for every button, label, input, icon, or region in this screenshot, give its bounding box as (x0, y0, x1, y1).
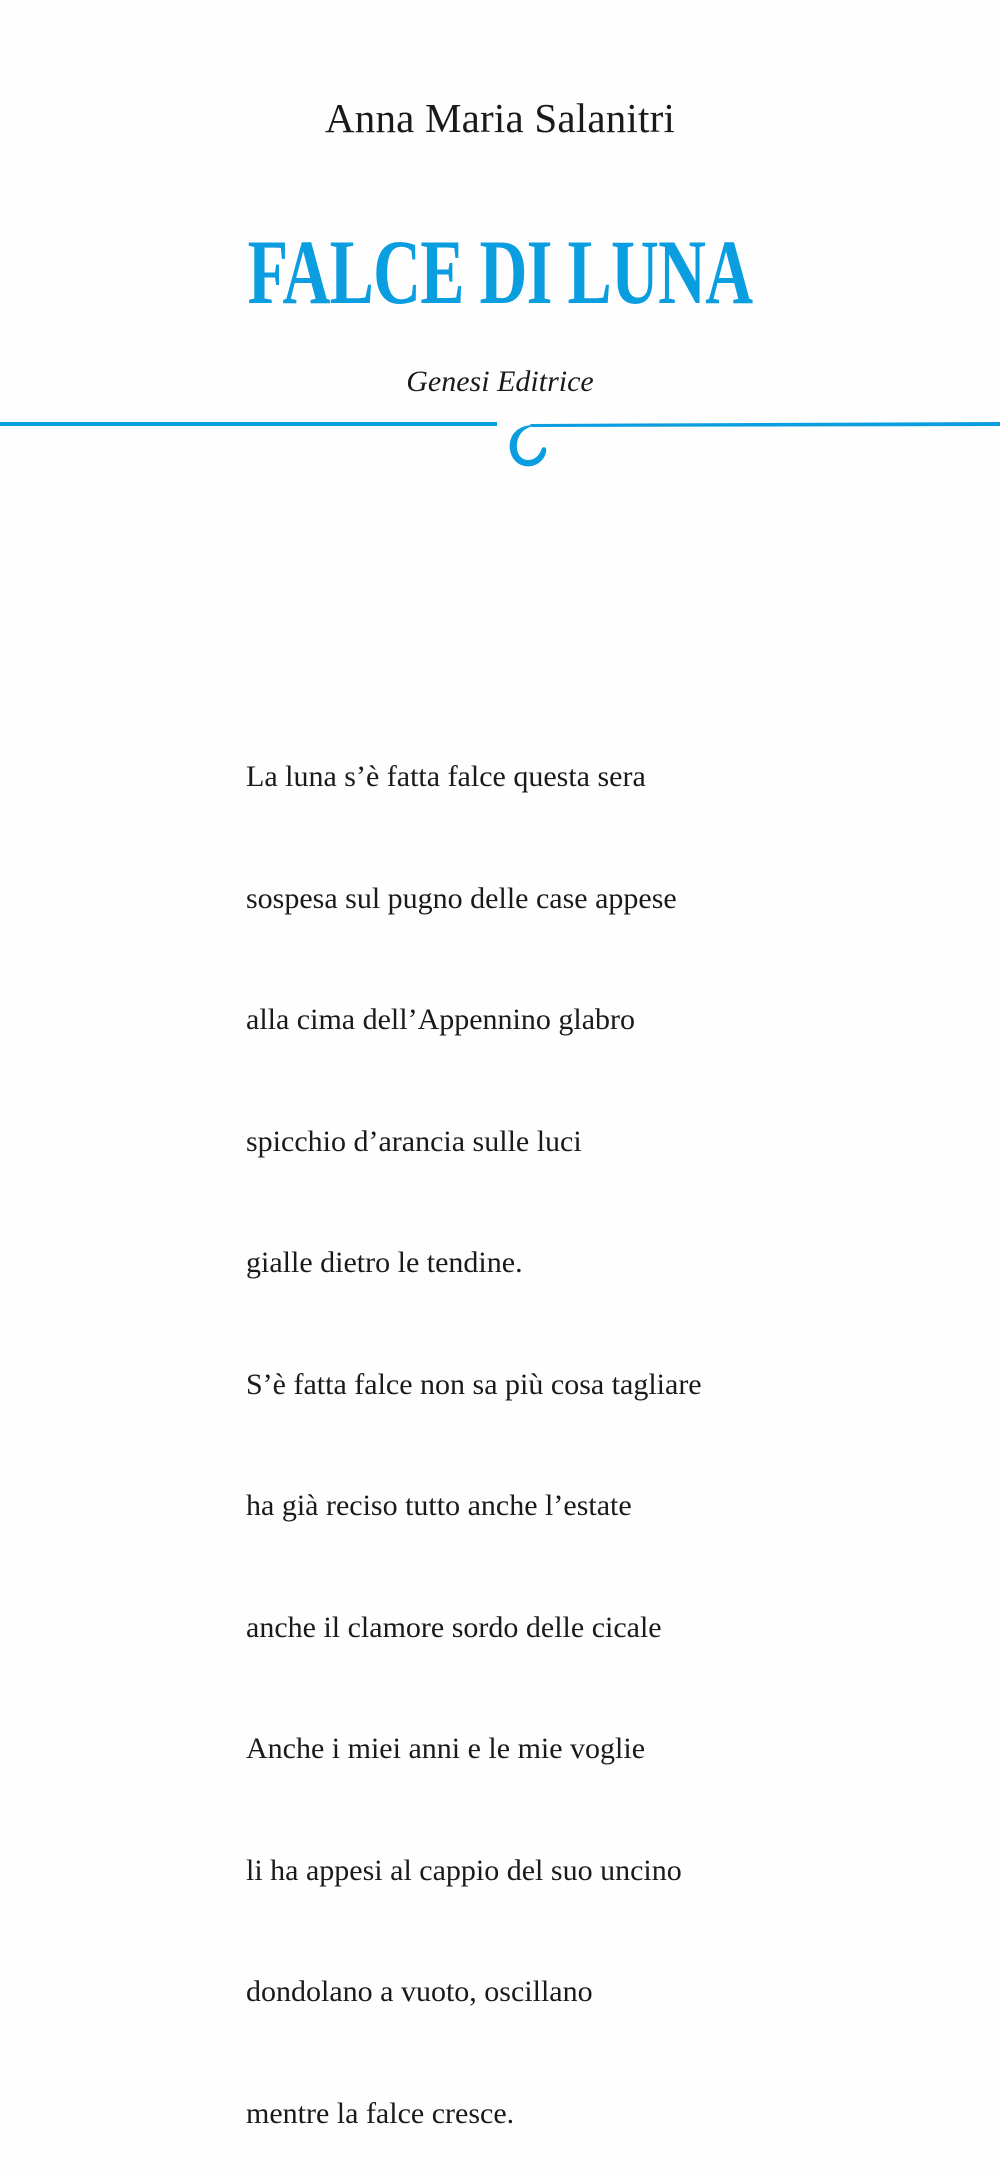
poem-line: spicchio d’arancia sulle luci (246, 1124, 582, 1158)
publisher-name: Genesi Editrice (406, 365, 594, 398)
poem-line: La luna s’è fatta falce questa sera (246, 760, 646, 793)
poem-line: S’è fatta falce non sa più cosa tagliare (246, 1367, 702, 1401)
poem-text (246, 676, 702, 2175)
poem-line: li ha appesi al cappio del suo uncino (246, 1853, 682, 1887)
swirl-divider-icon (0, 410, 1000, 480)
poem-line: sospesa sul pugno delle case appese (246, 881, 677, 915)
poem-line: alla cima dell’Appennino glabro (246, 1003, 636, 1036)
poem-line: dondolano a vuoto, oscillano (246, 1975, 593, 2008)
poem-line: anche il clamore sordo delle cicale (246, 1610, 662, 1644)
poem-line: gialle dietro le tendine. (246, 1246, 523, 1279)
author-name: Anna Maria Salanitri (324, 95, 676, 141)
poem-line: Anche i miei anni e le mie voglie (246, 1732, 646, 1765)
poem-line: mentre la falce cresce. (246, 2096, 515, 2130)
book-title: FALCE DI LUNA (247, 221, 753, 323)
poem-line: ha già reciso tutto anche l’estate (246, 1489, 632, 1522)
